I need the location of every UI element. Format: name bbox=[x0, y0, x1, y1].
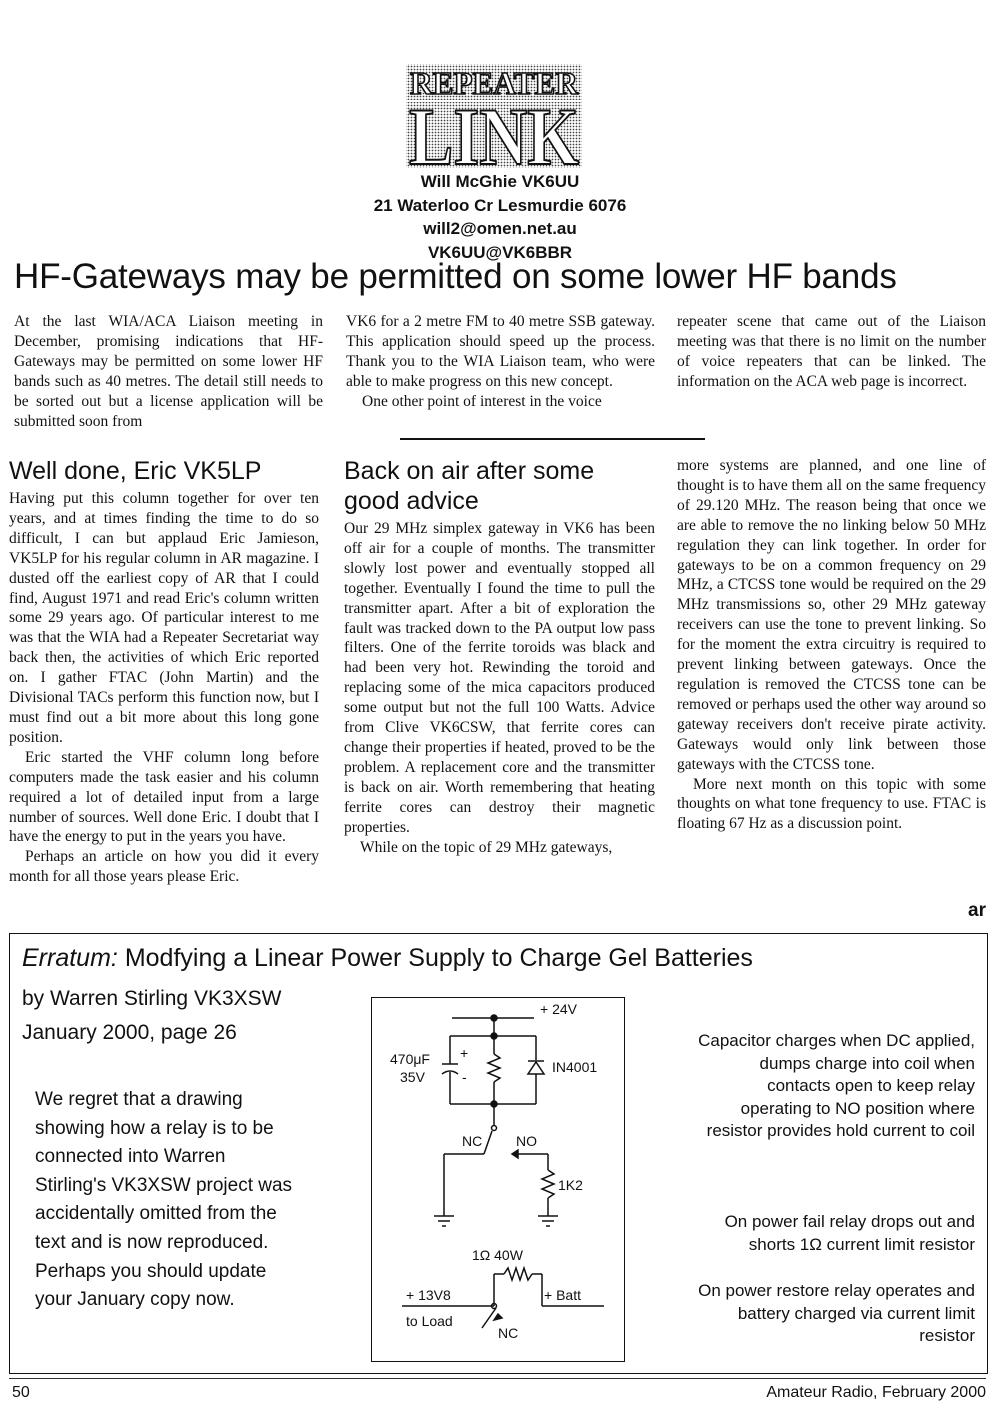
resistor-1ohm-symbol bbox=[504, 1268, 532, 1280]
body-line: Stirling's VK3XSW project was bbox=[35, 1174, 293, 1196]
section-well-done-eric bbox=[9, 456, 319, 887]
erratum-author: by Warren Stirling VK3XSW bbox=[22, 987, 282, 1010]
body-paragraph: Our 29 MHz simplex gateway in VK6 has been off air for a couple of months. The transmitter slowly lost power and eventually stopped all together. Eventually I found the time to pull the transmitter apart. After a bit of exploration the fault was tracked down to the PA output low pass filters. One of the ferrite toroids was black and had been very hot. Rewinding the toroid and replacing some of the mica capacitors produced some output but not the full 100 Watts. Advice from Clive VK6CSW, that ferrite cores can change their properties if heated, proved to be the problem. A replacement core and the transmitter is back on air. Worth remembering that heating ferrite cores can destroy their magnetic properties. bbox=[344, 520, 655, 836]
label-input-voltage: + 13V8 bbox=[406, 1287, 451, 1303]
repeater-link-logo bbox=[398, 62, 590, 170]
intro-column-3 bbox=[677, 312, 986, 392]
body-paragraph: While on the topic of 29 MHz gateways, bbox=[360, 838, 613, 856]
label-nc-bottom: NC bbox=[498, 1325, 519, 1341]
label-cap-plus: + bbox=[460, 1045, 469, 1061]
body-line: We regret that a drawing bbox=[35, 1089, 243, 1110]
coil-resistor-symbol bbox=[488, 1054, 500, 1082]
note-line: On power restore relay operates and bbox=[698, 1281, 975, 1300]
page-headline: HF-Gateways may be permitted on some lower HF bands bbox=[14, 257, 897, 296]
note-line: operating to NO position where bbox=[740, 1098, 975, 1118]
note-capacitor bbox=[698, 1030, 975, 1143]
label-resistor-1k2: 1K2 bbox=[558, 1177, 583, 1193]
relay-schematic bbox=[371, 997, 625, 1362]
erratum-credit bbox=[22, 984, 281, 1048]
intro-paragraph: VK6 for a 2 metre FM to 40 metre SSB gateway. This application should speed up the process. Thank you to the WIA Liaison team, who were able to make progress on this new concept. bbox=[346, 313, 655, 390]
note-line: battery charged via current limit bbox=[737, 1303, 975, 1323]
note-line: contacts open to keep relay bbox=[767, 1076, 975, 1096]
author-packet-address: VK6UU@VK6BBR bbox=[427, 242, 573, 262]
logo-top-word: REPEATER bbox=[410, 65, 579, 101]
diode-symbol bbox=[528, 1062, 544, 1074]
author-name: Will McGhie VK6UU bbox=[420, 172, 580, 191]
section-back-on-air-continued bbox=[677, 456, 986, 834]
footer-rule bbox=[9, 1378, 986, 1379]
label-no: NO bbox=[516, 1133, 537, 1149]
body-line: showing how a relay is to be bbox=[35, 1117, 274, 1139]
erratum-body bbox=[35, 1086, 345, 1315]
resistor-1k2-symbol bbox=[542, 1170, 554, 1198]
body-paragraph: Perhaps an article on how you did it every month for all those years please Eric. bbox=[9, 848, 319, 886]
label-to-load: to Load bbox=[406, 1313, 453, 1329]
relay-switch-arm bbox=[484, 1131, 492, 1154]
erratum-article-title: Modfying a Linear Power Supply to Charge Gel Batteries bbox=[124, 944, 753, 972]
body-paragraph: More next month on this topic with some thoughts on what tone frequency to use. FTAC is floating 67 Hz as a discussion point. bbox=[677, 775, 986, 833]
note-line: resistor bbox=[919, 1326, 975, 1346]
body-line: your January copy now. bbox=[35, 1289, 235, 1311]
page-number: 50 bbox=[12, 1384, 30, 1401]
note-line: On power fail relay drops out and bbox=[724, 1212, 975, 1231]
author-address: 21 Waterloo Cr Lesmurdie 6076 bbox=[373, 195, 627, 215]
body-paragraph: more systems are planned, and one line of thought is to have them all on the same frequency of 29.120 MHz. The reason being that once we are able to remove the no linking below 50 MHz regulation they can link together. In order for gateways to be on a common frequency on 29 MHz, a CTCSS tone would be required on the 29 MHz transmissions so, other 29 MHz gateway receivers can use the tone to prevent linking. So for the moment the extra circuitry is required to prevent linking between gateways. Once the regulation is removed the CTCSS tone can be removed or perhaps used the other way around so gateway receivers don't receive pirate activity. Gateways would only link between those gateways with the CTCSS tone. bbox=[677, 457, 986, 773]
intro-column-1 bbox=[14, 312, 323, 431]
section-back-on-air bbox=[344, 456, 655, 857]
note-line: resistor provides hold current to coil bbox=[706, 1121, 975, 1141]
label-battery: + Batt bbox=[544, 1287, 581, 1303]
erratum-title bbox=[22, 942, 753, 974]
erratum-box bbox=[9, 933, 988, 1374]
erratum-issue: January 2000, page 26 bbox=[22, 1021, 237, 1044]
author-byline bbox=[300, 170, 700, 264]
note-power-restore bbox=[698, 1280, 975, 1348]
relay-switch-arm bbox=[482, 1308, 496, 1328]
label-cap-value: 470μF bbox=[390, 1051, 430, 1067]
relay-contact bbox=[492, 1126, 497, 1131]
author-email: will2@omen.net.au bbox=[423, 219, 577, 238]
body-line: accidentally omitted from the bbox=[35, 1203, 277, 1225]
intro-paragraph: One other point of interest in the voice bbox=[362, 392, 602, 410]
intro-column-2 bbox=[346, 312, 655, 412]
publication-footer: Amateur Radio, February 2000 bbox=[766, 1384, 986, 1401]
body-line: Perhaps you should update bbox=[35, 1260, 267, 1282]
label-nc: NC bbox=[462, 1133, 483, 1149]
body-paragraph: Eric started the VHF column long before computers made the task easier and his column required a lot of detailed input from a large number of sources. Well done Eric. I doubt that I have the energy to put in the years you have. bbox=[9, 748, 319, 846]
note-power-fail bbox=[725, 1211, 975, 1256]
note-line: Capacitor charges when DC applied, bbox=[698, 1031, 975, 1050]
end-of-article-mark: ar bbox=[968, 900, 986, 921]
body-paragraph: Having put this column together for over ten years, and at times finding the time to do so difficult, I can but applaud Eric Jamieson, VK5LP for his regular column in AR magazine. I dusted off the earliest copy of AR that I could find, August 1971 and read Eric's column written some 29 years ago. Of particular interest to me was that the WIA had a Repeater Secretariat way back then, the activities of which Eric reported on. I gather FTAC (John Martin) and the Divisional TACs perform this function now, but I must find out a bit more about this long gone position. bbox=[9, 490, 319, 746]
body-line: connected into Warren bbox=[35, 1146, 226, 1168]
label-diode: IN4001 bbox=[552, 1059, 598, 1075]
section-title: Back on air after some good advice bbox=[344, 457, 595, 515]
intro-paragraph: repeater scene that came out of the Liaison meeting was that there is no limit on the number of voice repeaters that can be linked. The information on the ACA web page is incorrect. bbox=[677, 313, 986, 390]
erratum-label: Erratum: bbox=[22, 944, 118, 972]
section-title: Well done, Eric VK5LP bbox=[9, 457, 262, 485]
section-divider bbox=[400, 438, 705, 440]
intro-paragraph: At the last WIA/ACA Liaison meeting in December, promising indications that HF-Gateways may be permitted on some lower HF bands such as 40 metres. The detail still needs to be sorted out but a license application will be submitted soon from bbox=[14, 313, 323, 430]
label-cap-minus: - bbox=[462, 1069, 467, 1085]
label-resistor-1ohm: 1Ω 40W bbox=[472, 1247, 523, 1263]
note-line: shorts 1Ω current limit resistor bbox=[748, 1234, 975, 1254]
note-line: dumps charge into coil when bbox=[759, 1053, 975, 1073]
label-supply: + 24V bbox=[540, 1001, 577, 1017]
logo-bottom-word: LINK bbox=[409, 91, 580, 170]
body-line: text and is now reproduced. bbox=[35, 1231, 269, 1253]
label-cap-voltage: 35V bbox=[400, 1069, 425, 1085]
